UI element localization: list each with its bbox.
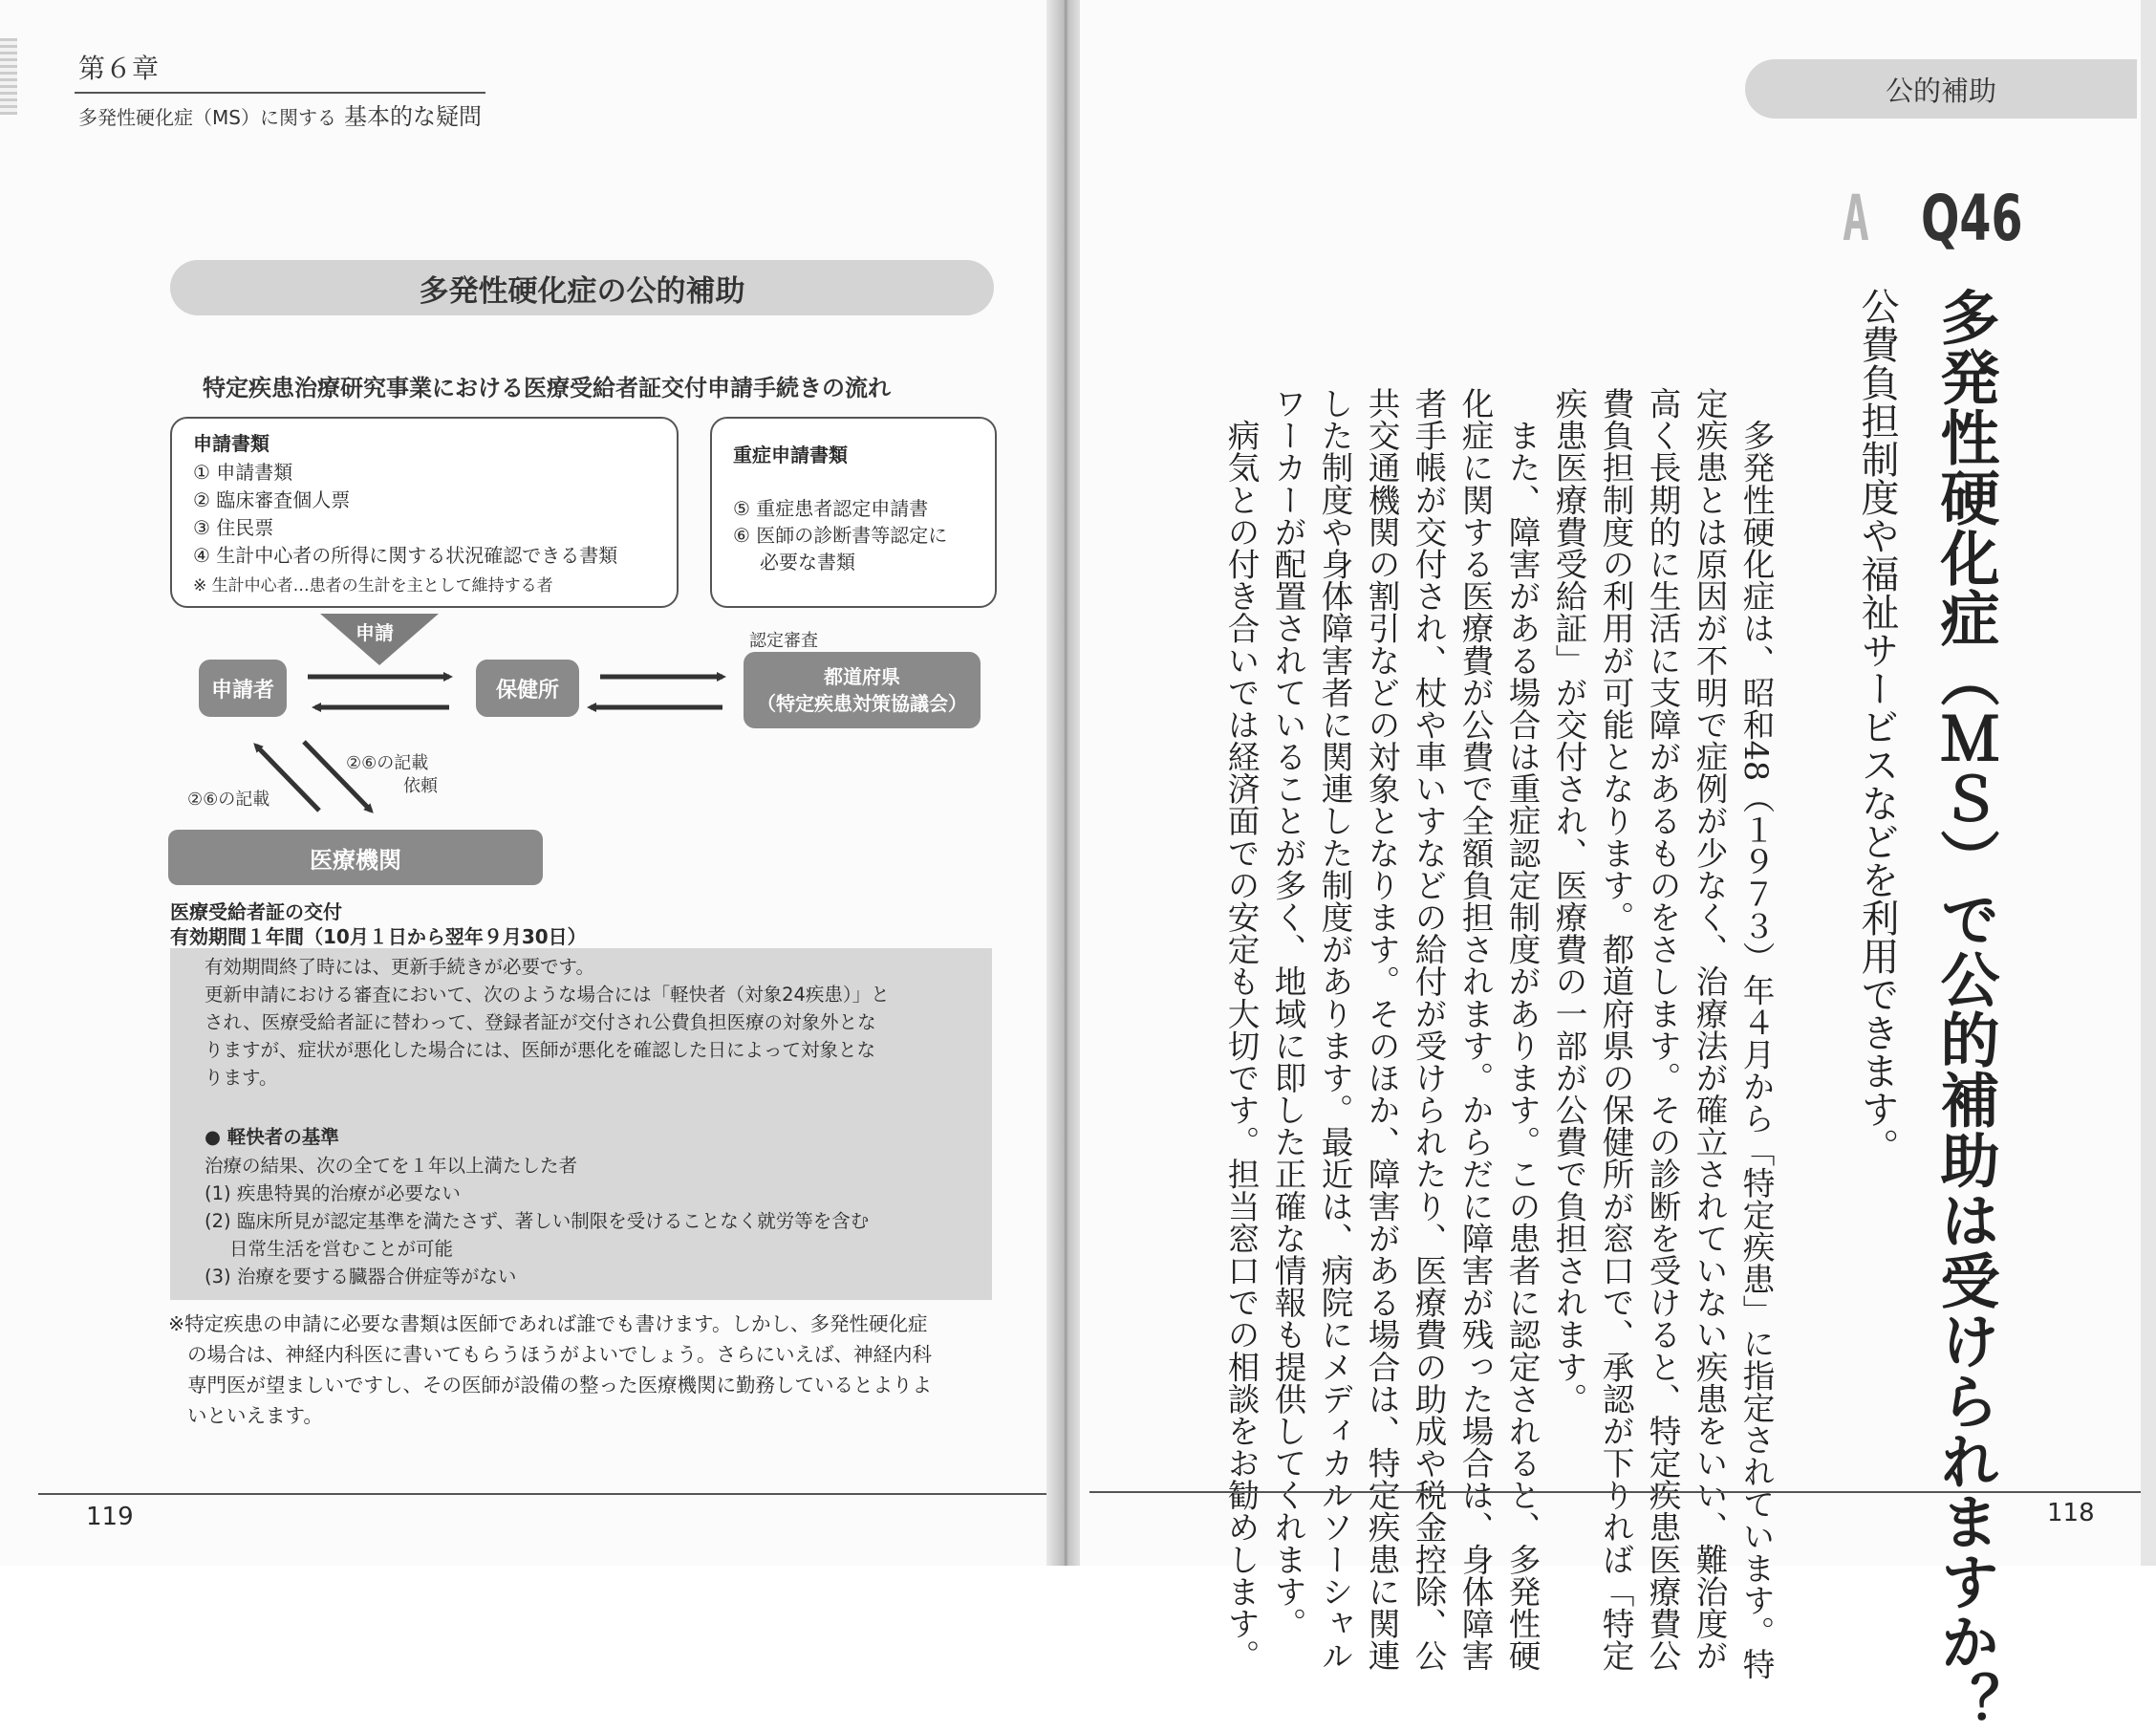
issue-heading: 医療受給者証の交付 xyxy=(170,900,342,923)
body-line: した制度や身体障害者に関連した制度があります。最近は、病院にメディカルソーシャル xyxy=(1316,387,1353,1672)
return-label: ②⑥の記載 xyxy=(187,790,270,810)
severe-heading: 重症申請書類 xyxy=(733,444,848,466)
book-gutter xyxy=(1046,0,1085,1566)
footer-rule xyxy=(38,1493,1051,1495)
footnote-line: いといえます。 xyxy=(187,1404,323,1427)
body-line: 化症に関する医療費が公費で全額負担されます。からだに障害が残った場合は、身体障害 xyxy=(1456,387,1494,1672)
body-line: 者手帳が交付され、杖や車いすなどの給付が受けられたり、医療費の助成や税金控除、公 xyxy=(1410,387,1447,1672)
question-number: Q46 xyxy=(1921,182,2023,255)
renewal-line: りますが、症状が悪化した場合には、医師が悪化を確認した日によって対象とな xyxy=(205,1039,876,1061)
body-line: 多発性硬化症は、昭和48（１９７３）年４月から「特定疾患」に指定されています。特 xyxy=(1737,387,1775,1680)
left-page xyxy=(0,0,1066,1566)
renewal-line: 更新申請における審査において、次のような場合には「軽快者（対象24疾患）」と xyxy=(205,984,890,1006)
footer-rule xyxy=(1089,1491,2141,1493)
document-item: ① 申請書類 xyxy=(193,461,293,484)
body-line: 定疾患とは原因が不明で症例が少なく、治療法が確立されていない疾患をいい、難治度が xyxy=(1691,387,1728,1672)
apply-label: 申請 xyxy=(356,621,394,644)
request-label: 依頼 xyxy=(403,776,438,796)
answer-summary: 公費負担制度や福祉サービスなどを利用できます。 xyxy=(1855,287,1899,1166)
footnote-line: 専門医が望ましいですし、その医師が設備の整った医療機関に勤務しているとよりよ xyxy=(187,1374,932,1396)
answer-body xyxy=(1172,387,1779,1680)
documents-note: ※ 生計中心者…患者の生計を主として維持する者 xyxy=(193,576,553,595)
body-line: 疾患医療費受給証」が交付され、医療費の一部が公費で負担されます。 xyxy=(1550,387,1587,1415)
body-line: 共交通機関の割引などの対象となります。そのほか、障害がある場合は、特定疾患に関連 xyxy=(1363,387,1400,1672)
request-label: ②⑥の記載 xyxy=(346,753,429,773)
answer-marker: A xyxy=(1843,182,1869,255)
flow-title: 特定疾患治療研究事業における医療受給者証交付申請手続きの流れ xyxy=(203,375,891,401)
body-line: 費負担制度の利用が可能となります。都道府県の保健所が窓口で、承認が下りれば「特定 xyxy=(1597,387,1634,1672)
document-item: ④ 生計中心者の所得に関する状況確認できる書類 xyxy=(193,544,618,567)
applicant-node: 申請者 xyxy=(199,660,287,717)
valid-period: 有効期間１年間（10月１日から翌年９月30日） xyxy=(170,925,587,948)
page-number: 119 xyxy=(86,1503,134,1531)
renewal-line: ります。 xyxy=(205,1067,278,1089)
body-line: また、障害がある場合は重症認定制度があります。この患者に認定されると、多発性硬 xyxy=(1503,387,1541,1672)
page-number: 118 xyxy=(2047,1499,2095,1527)
chapter-heading: 第６章 xyxy=(78,53,160,84)
question-title: 多発性硬化症（ＭＳ）で公的補助は受けられますか？ xyxy=(1930,287,2000,1732)
criteria-line: (2) 臨床所見が認定基準を満たさず、著しい制限を受けることなく就労等を含む xyxy=(205,1210,870,1232)
documents-heading: 申請書類 xyxy=(193,432,270,455)
severe-item: ⑤ 重症患者認定申請書 xyxy=(733,497,929,520)
footnote-line: ※特定疾患の申請に必要な書類は医師であれば誰でも書けます。しかし、多発性硬化症 xyxy=(168,1312,928,1335)
document-item: ③ 住民票 xyxy=(193,516,274,539)
criteria-line: (3) 治療を要する臓器合併症等がない xyxy=(205,1266,517,1288)
body-line: 病気との付き合いでは経済面での安定も大切です。担当窓口での相談をお勧めします。 xyxy=(1222,387,1260,1672)
renewal-info-box xyxy=(170,948,992,1300)
subtitle-prefix: 多発性硬化症（MS）に関する xyxy=(78,106,336,129)
renewal-line: され、医療受給者証に替わって、登録者証が交付され公費負担医療の対象外とな xyxy=(205,1011,876,1033)
body-line: ワーカーが配置されていることが多く、地域に即した正確な情報も提供してくれます。 xyxy=(1269,387,1306,1640)
section-title: 多発性硬化症の公的補助 xyxy=(170,260,994,315)
criteria-line: 日常生活を営むことが可能 xyxy=(229,1238,454,1260)
subtitle-main: 基本的な疑問 xyxy=(343,103,482,130)
renewal-line: 有効期間終了時には、更新手続きが必要です。 xyxy=(205,956,594,978)
severe-item: ⑥ 医師の診断書等認定に xyxy=(733,524,948,547)
document-item: ② 臨床審査個人票 xyxy=(193,488,351,511)
category-tab: 公的補助 xyxy=(1745,59,2137,119)
health-center-node: 保健所 xyxy=(476,660,579,717)
criteria-line: (1) 疾患特異的治療が必要ない xyxy=(205,1182,461,1204)
body-line: 高く長期的に生活に支障があるものをさします。その診断を受けると、特定疾患医療費公 xyxy=(1644,387,1681,1672)
review-label: 認定審査 xyxy=(749,631,818,651)
criteria-heading: ● 軽快者の基準 xyxy=(205,1126,339,1148)
page-edge xyxy=(2141,0,2156,1566)
criteria-line: 治療の結果、次の全てを１年以上満たした者 xyxy=(205,1155,578,1177)
severe-item: 必要な書類 xyxy=(760,551,855,574)
medical-institution-node: 医療機関 xyxy=(168,830,543,885)
prefecture-line: 都道府県 xyxy=(824,665,900,688)
footnote-line: の場合は、神経内科医に書いてもらうほうがよいでしょう。さらにいえば、神経内科 xyxy=(187,1343,932,1366)
prefecture-line: （特定疾患対策協議会） xyxy=(757,692,967,715)
